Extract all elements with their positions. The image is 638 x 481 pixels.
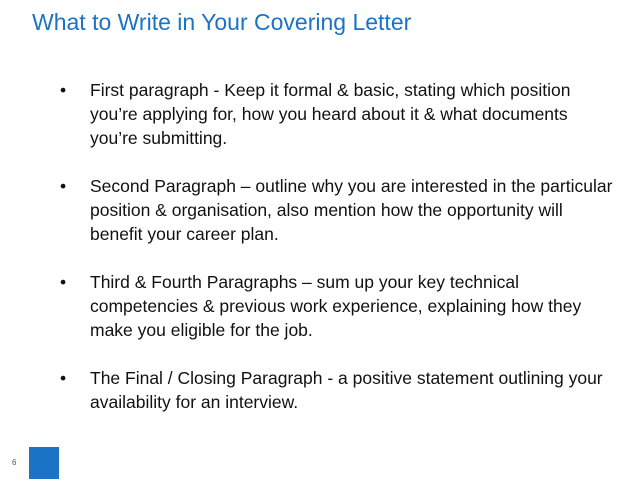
bullet-glyph: • xyxy=(60,80,67,100)
accent-block xyxy=(29,447,59,479)
bullet-item xyxy=(60,366,620,414)
slide-title: What to Write in Your Covering Letter xyxy=(32,9,412,35)
bullet-text: Third & Fourth Paragraphs – sum up your key technical competencies & previous work experience, explaining how they make you eligible for the job. xyxy=(90,272,582,340)
bullet-item xyxy=(60,174,620,246)
bullet-glyph: • xyxy=(60,368,67,388)
bullet-text: First paragraph - Keep it formal & basic, stating which position you’re applying for, how you heard about it & what documents you’re submitting. xyxy=(90,80,571,148)
bullet-glyph: • xyxy=(60,272,67,292)
bullet-item xyxy=(60,78,620,150)
page-number: 6 xyxy=(12,458,17,467)
bullet-list xyxy=(60,78,620,438)
bullet-glyph: • xyxy=(60,176,67,196)
bullet-text: The Final / Closing Paragraph - a positive statement outlining your availability for an interview. xyxy=(90,368,603,412)
bullet-text: Second Paragraph – outline why you are interested in the particular position & organisation, also mention how the opportunity will benefit your career plan. xyxy=(90,176,613,244)
bullet-item xyxy=(60,270,620,342)
